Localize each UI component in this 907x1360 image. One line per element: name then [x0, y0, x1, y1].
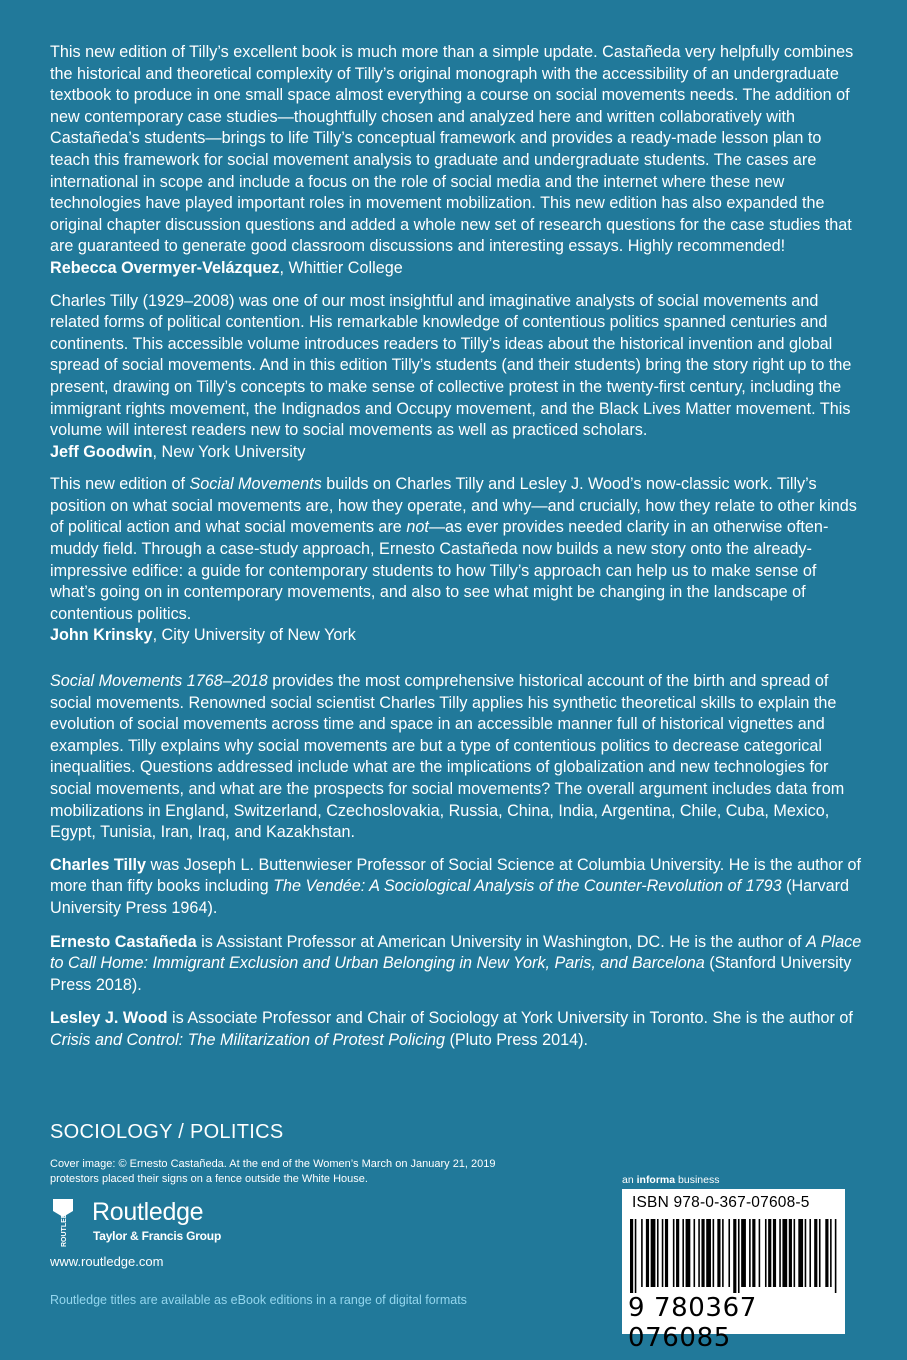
review-3	[50, 474, 865, 647]
barcode-bar	[830, 1219, 832, 1287]
barcode-bar	[694, 1219, 696, 1287]
barcode-bar	[706, 1219, 711, 1287]
barcode-bar	[741, 1219, 746, 1287]
barcode-bar	[698, 1219, 700, 1287]
barcode-bar	[768, 1219, 771, 1287]
description-text: provides the most comprehensive historical account of the birth and spread of social movements. Renowned social scientist Charles Tilly applies his synthetic theoretical skills to explain the evolution of social movements across time and space in an accessible manner full of historical vignettes and examples. Tilly explains why social movements are but a type of contentious politics to decrease categorical inequalities. Questions addressed include what are the implications of globalization and new technologies for social movements, and what are the prospects for social movements? The overall argument includes data from mobilizations in England, Switzerland, Czechoslovakia, Russia, China, India, Argentina, Chile, Cuba, Mexico, Egypt, Tunisia, Iran, Iraq, and Kazakhstan.	[50, 672, 845, 842]
ebook-note: Routledge titles are available as eBook editions in a range of digital formats	[50, 1293, 467, 1307]
author-bio-tilly: Charles Tilly was Joseph L. Buttenwieser Professor of Social Science at Columbia University. He is the author of more than fifty books including The Vendée: A Sociological Analysis of the Counter-Revolution of 1793 (Harvard University Press 1964).	[50, 855, 861, 917]
barcode-bar	[825, 1219, 828, 1287]
barcode-bar	[749, 1219, 751, 1287]
subject-category: SOCIOLOGY / POLITICS	[50, 1121, 284, 1143]
cover-credit: Cover image: © Ernesto Castañeda. At the end of the Women’s March on January 21, 2019 protestors placed their signs on a fence outside the White House.	[50, 1158, 496, 1185]
barcode-bar	[722, 1219, 724, 1287]
isbn-barcode-panel	[622, 1189, 845, 1353]
barcode-bar	[809, 1219, 811, 1287]
barcode-bar	[717, 1219, 720, 1287]
barcode-graphic	[630, 1219, 838, 1293]
barcode-bar	[728, 1219, 730, 1287]
barcode-bar	[773, 1219, 776, 1287]
barcode-bar	[641, 1219, 643, 1287]
barcode-bar	[765, 1219, 767, 1287]
svg-text:ROUTLEDGE: ROUTLEDGE	[61, 1203, 68, 1247]
barcode-bar	[651, 1219, 656, 1287]
barcode-digits: 9 780367 076085	[628, 1293, 757, 1353]
barcode-bar	[759, 1219, 761, 1287]
routledge-logo	[50, 1197, 270, 1249]
review-3-attribution	[50, 625, 865, 647]
review-2-attribution	[50, 442, 865, 464]
review-1-attribution	[50, 258, 865, 280]
review-2-affiliation: , New York University	[152, 442, 306, 461]
book-title: Social Movements 1768–2018	[50, 672, 268, 691]
review-3-affiliation: , City University of New York	[152, 626, 356, 645]
barcode-bar	[835, 1219, 837, 1293]
barcode-bar	[738, 1219, 740, 1293]
barcode-bar	[782, 1219, 787, 1287]
barcode-bar	[673, 1219, 675, 1287]
review-3-text: This new edition of Social Movements builds on Charles Tilly and Lesley J. Wood’s now-classic work. Tilly’s position on what social movements are, how they operate, and why—and crucially, how they relate to other kinds of political action and what social movements are not—as ever provides needed clarity in an otherwise often-muddy field. Through a case-study approach, Ernesto Castañeda now builds a new story onto the already-impressive edifice: a guide for contemporary students to how Tilly’s approach can help us to make sense of what’s going on in contemporary movements, and also to see what might be changing in the landscape of contentious politics.	[50, 475, 857, 623]
barcode-bar	[635, 1219, 637, 1293]
barcode-bar	[794, 1219, 796, 1287]
barcode-bar	[686, 1219, 691, 1287]
barcode-bar	[662, 1219, 664, 1287]
barcode-bar	[779, 1219, 781, 1287]
barcode-bar	[814, 1219, 817, 1287]
barcode-bar	[713, 1219, 715, 1287]
barcode-bar	[646, 1219, 649, 1287]
review-2-text: Charles Tilly (1929–2008) was one of our most insightful and imaginative analysts of social movements and related forms of political contention. His remarkable knowledge of contentious politics spanned centuries and continents. This accessible volume introduces readers to Tilly’s ideas about the historical invention and global spread of social movements. And in this edition Tilly’s students (and their students) bring the story right up to the present, drawing on Tilly’s concepts to make sense of collective protest in the twenty-first century, including the immigrant rights movement, the Indignados and Occupy movement, and the Black Lives Matter movement. This volume will interest readers new to social movements as well as practiced scholars.	[50, 291, 852, 440]
review-3-name: John Krinsky	[50, 626, 153, 645]
publisher-name: Routledge	[92, 1198, 204, 1226]
review-2-name: Jeff Goodwin	[50, 442, 153, 461]
publisher-group: Taylor & Francis Group	[93, 1229, 222, 1243]
barcode-bar	[805, 1219, 807, 1287]
isbn-label: ISBN 978-0-367-07608-5	[632, 1194, 810, 1211]
barcode-bar	[733, 1219, 736, 1293]
author-bio-wood: Lesley J. Wood is Associate Professor and Chair of Sociology at York University in Toronto. She is the author of Crisis and Control: The Militarization of Protest Policing (Pluto Press 2014).	[50, 1009, 853, 1049]
book-description	[50, 671, 865, 844]
review-1-text: This new edition of Tilly’s excellent book is much more than a simple update. Castañeda very helpfully combines the historical and theoretical complexity of Tilly’s original monograph with the accessibility of an undergraduate textbook to produce in one small space almost everything a course on social movements needs. The addition of new contemporary case studies—thoughtfully chosen and analyzed here and written collaboratively with Castañeda’s students—brings to life Tilly’s conceptual framework and provides a ready-made lesson plan to teach this framework for social movement analysis to graduate and undergraduate students. The cases are international in scope and include a focus on the role of social media and the internet where these new technologies have played important roles in movement mobilization. This new edition has also expanded the original chapter discussion questions and added a whole new set of research questions for the case studies that are guaranteed to generate good classroom discussions and interesting essays. Highly recommended!	[50, 43, 854, 256]
review-1-affiliation: , Whittier College	[279, 258, 403, 277]
review-2	[50, 291, 865, 464]
review-1-name: Rebecca Overmyer-Velázquez	[50, 258, 280, 277]
barcode-bar	[819, 1219, 821, 1287]
back-cover-text	[50, 42, 865, 1064]
barcode-bar	[665, 1219, 668, 1287]
publisher-url: www.routledge.com	[50, 1254, 164, 1269]
barcode-bar	[630, 1219, 633, 1293]
barcode-bar	[789, 1219, 792, 1287]
barcode-bar	[752, 1219, 755, 1287]
barcode-bar	[657, 1219, 659, 1287]
review-1	[50, 42, 865, 280]
informa-tagline: an informa business	[622, 1174, 720, 1186]
barcode-bar	[682, 1219, 684, 1287]
author-bio-castaneda: Ernesto Castañeda is Assistant Professor at American University in Washington, DC. He is the author of A Place to Call Home: Immigrant Exclusion and Urban Belonging in New York, Paris, and Barcelona (Stanford University Press 2018).	[50, 932, 862, 994]
barcode-bar	[676, 1219, 679, 1287]
barcode-bar	[701, 1219, 704, 1287]
routledge-logo-icon	[50, 1197, 76, 1249]
barcode-bar	[798, 1219, 803, 1287]
